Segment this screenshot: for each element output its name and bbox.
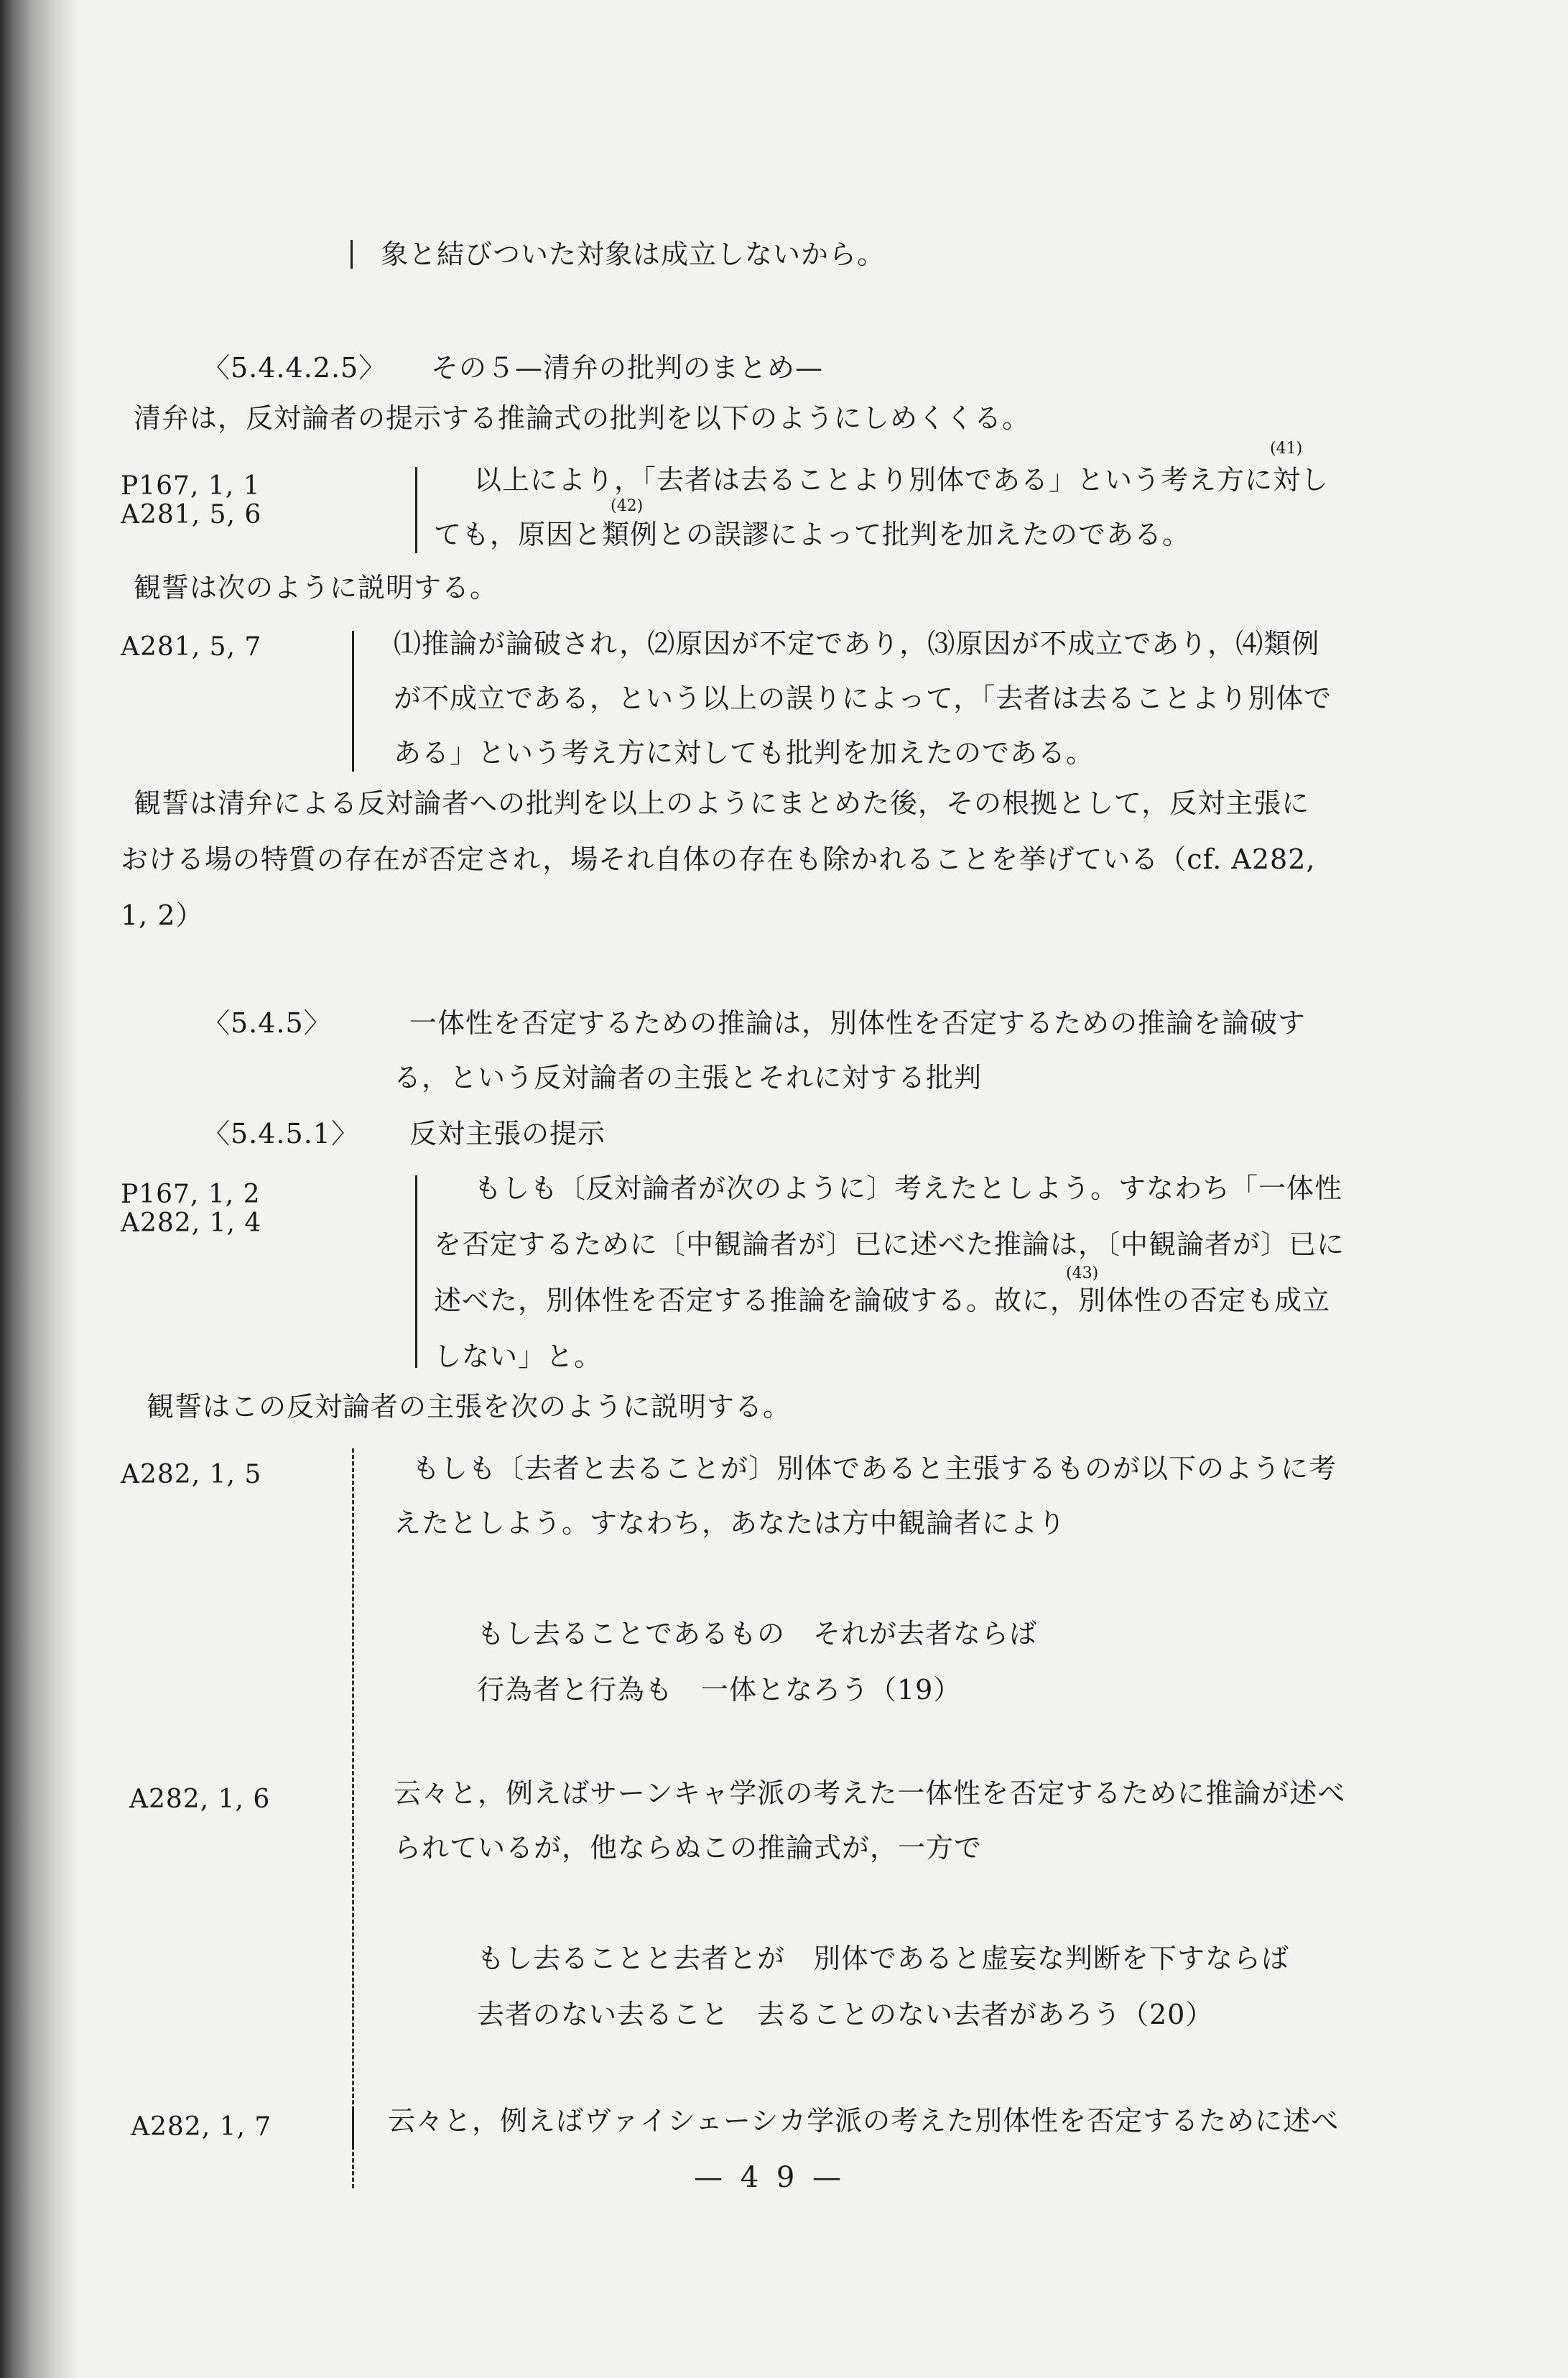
quote-line: られているが，他ならぬこの推論式が，一方で [394, 1832, 983, 1864]
paragraph: 1, 2） [121, 899, 204, 931]
section-number: 〈5.4.5〉 [203, 1007, 332, 1039]
quote-line: ても，原因と類例との誤謬によって批判を加えたのである。 [434, 519, 1191, 550]
verse-line: もし去ることであるもの それが去者ならば [477, 1618, 1038, 1650]
quote-line: ある」という考え方に対しても批判を加えたのである。 [394, 737, 1095, 769]
reference-label: A282, 1, 7 [131, 2112, 272, 2142]
section-title: 一体性を否定するための推論は，別体性を否定するための推論を論破す [409, 1007, 1307, 1039]
page-number: — 4 9 — [694, 2161, 846, 2194]
quote-line: 以上により，「去者は去ることより別体である」という考え方に対し [474, 464, 1330, 496]
reference-label: A282, 1, 5 [121, 1460, 262, 1489]
quote-bar [352, 2106, 354, 2150]
quote-bar [415, 467, 417, 553]
verse-line: 行為者と行為も 一体となろう（19） [477, 1674, 962, 1706]
reference-label: A282, 1, 6 [129, 1785, 271, 1814]
reference-label: P167, 1, 1 [121, 471, 261, 501]
quote-line: ⑴推論が論破され，⑵原因が不定であり，⑶原因が不成立であり，⑷類例 [394, 628, 1320, 660]
paragraph: 観誓は清弁による反対論者への批判を以上のようにまとめた後，その根拠として，反対主張に [134, 787, 1310, 819]
quote-line: 云々と，例えばヴァイシェーシカ学派の考えた別体性を否定するために述べ [388, 2105, 1340, 2137]
footnote-marker: (43) [1066, 1264, 1099, 1282]
section-title: その５—清弁の批判のまとめ— [431, 352, 824, 384]
quote-line: しない」と。 [434, 1341, 603, 1372]
quote-bar [415, 1175, 417, 1368]
quote-bar-dotted [352, 1448, 354, 2188]
quote-line: えたとしよう。すなわち，あなたは方中観論者により [394, 1507, 1067, 1539]
footnote-marker: (41) [1270, 440, 1303, 458]
margin-bar [351, 240, 353, 269]
section-number: 〈5.4.5.1〉 [203, 1118, 359, 1149]
intro-tail-line: 象と結びついた対象は成立しないから。 [381, 239, 886, 270]
quote-line: もしも〔去者と去ることが〕別体であると主張するものが以下のように考 [412, 1453, 1337, 1484]
quote-bar [352, 631, 354, 772]
paragraph: 観誓は次のように説明する。 [134, 572, 498, 603]
reference-label: P167, 1, 2 [121, 1180, 261, 1209]
quote-line: 述べた，別体性を否定する推論を論破する。故に，別体性の否定も成立 [434, 1285, 1331, 1316]
quote-line: を否定するために〔中観論者が〕已に述べた推論は，〔中観論者が〕已に [434, 1229, 1345, 1260]
section-title: 反対主張の提示 [409, 1118, 606, 1149]
footnote-marker: (42) [611, 497, 644, 515]
quote-line: 云々と，例えばサーンキャ学派の考えた一体性を否定するために推論が述べ [394, 1777, 1346, 1809]
paragraph: 観誓はこの反対論者の主張を次のように説明する。 [147, 1391, 792, 1422]
quote-line: もしも〔反対論者が次のように〕考えたとしよう。すなわち「一体性 [474, 1172, 1343, 1204]
paragraph: おける場の特質の存在が否定され，場それ自体の存在も除かれることを挙げている（cf. A282, [121, 843, 1316, 875]
quote-line: が不成立である，という以上の誤りによって，「去者は去ることより別体で [394, 683, 1332, 714]
reference-label: A282, 1, 4 [121, 1208, 262, 1238]
verse-line: もし去ることと去者とが 別体であると虚妄な判断を下すならば [477, 1943, 1290, 1974]
reference-label: A281, 5, 6 [121, 500, 262, 529]
verse-line: 去者のない去ること 去ることのない去者があろう（20） [477, 1999, 1214, 2030]
paragraph: 清弁は，反対論者の提示する推論式の批判を以下のようにしめくくる。 [134, 402, 1031, 434]
reference-label: A281, 5, 7 [121, 632, 262, 662]
section-number: 〈5.4.4.2.5〉 [203, 352, 387, 384]
section-title: る，という反対論者の主張とそれに対する批判 [394, 1062, 983, 1093]
